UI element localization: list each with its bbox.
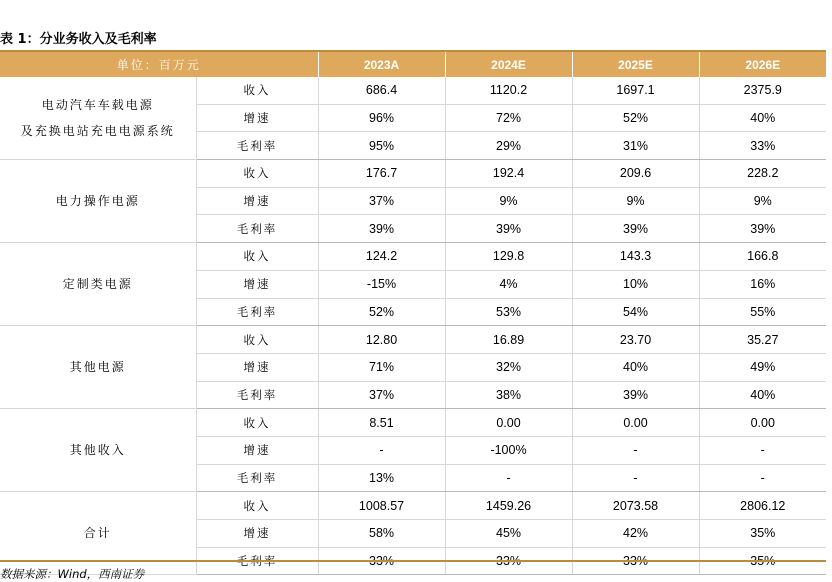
value-cell: 54% <box>572 298 699 326</box>
value-cell: 23.70 <box>572 326 699 354</box>
value-cell: 39% <box>699 215 826 243</box>
metric-label: 增速 <box>196 187 318 215</box>
value-cell: 40% <box>572 353 699 381</box>
value-cell: 16.89 <box>445 326 572 354</box>
value-cell: - <box>572 464 699 492</box>
segment-name-line: 定制类电源 <box>62 277 133 292</box>
value-cell: 1697.1 <box>572 77 699 104</box>
value-cell: 38% <box>445 381 572 409</box>
value-cell: 2375.9 <box>699 77 826 104</box>
segment-name <box>0 409 196 492</box>
value-cell: 39% <box>318 215 445 243</box>
metric-label: 收入 <box>196 409 318 437</box>
value-cell: -15% <box>318 270 445 298</box>
value-cell: 72% <box>445 104 572 132</box>
year-header: 2026E <box>699 52 826 77</box>
metric-label: 毛利率 <box>196 464 318 492</box>
value-cell: 32% <box>445 353 572 381</box>
metric-label: 增速 <box>196 353 318 381</box>
value-cell: 53% <box>445 298 572 326</box>
value-cell: 45% <box>445 520 572 548</box>
metric-label: 收入 <box>196 243 318 271</box>
metric-label: 毛利率 <box>196 215 318 243</box>
value-cell: 12.80 <box>318 326 445 354</box>
unit-label: 单位：百万元 <box>0 52 318 77</box>
value-cell: 35.27 <box>699 326 826 354</box>
value-cell: 1008.57 <box>318 492 445 520</box>
metric-label: 收入 <box>196 77 318 104</box>
value-cell: - <box>699 464 826 492</box>
value-cell: 39% <box>572 381 699 409</box>
table-title: 表 1：分业务收入及毛利率 <box>0 32 157 47</box>
value-cell: 0.00 <box>699 409 826 437</box>
segment-name-line: 合计 <box>83 526 112 541</box>
source-note: 数据来源：Wind，西南证券 <box>0 567 145 581</box>
table-row <box>0 409 826 437</box>
value-cell: 40% <box>699 381 826 409</box>
value-cell: 2073.58 <box>572 492 699 520</box>
segment-name <box>0 492 196 575</box>
value-cell: 42% <box>572 520 699 548</box>
value-cell: -100% <box>445 436 572 464</box>
value-cell: 96% <box>318 104 445 132</box>
value-cell: 31% <box>572 132 699 160</box>
value-cell: 8.51 <box>318 409 445 437</box>
segment-name <box>0 243 196 326</box>
value-cell: 0.00 <box>445 409 572 437</box>
year-header: 2023A <box>318 52 445 77</box>
table-row <box>0 326 826 354</box>
value-cell: 39% <box>572 215 699 243</box>
table-row <box>0 492 826 520</box>
value-cell: 52% <box>572 104 699 132</box>
metric-label: 增速 <box>196 436 318 464</box>
value-cell: 52% <box>318 298 445 326</box>
value-cell: - <box>572 436 699 464</box>
table-row <box>0 77 826 104</box>
value-cell: 37% <box>318 381 445 409</box>
segment-name <box>0 326 196 409</box>
value-cell: 29% <box>445 132 572 160</box>
value-cell: 4% <box>445 270 572 298</box>
value-cell: - <box>445 464 572 492</box>
metric-label: 毛利率 <box>196 298 318 326</box>
value-cell: 1120.2 <box>445 77 572 104</box>
value-cell: 124.2 <box>318 243 445 271</box>
segment-name-line: 电力操作电源 <box>55 194 140 209</box>
value-cell: 37% <box>318 187 445 215</box>
year-header: 2025E <box>572 52 699 77</box>
value-cell: 55% <box>699 298 826 326</box>
value-cell: 95% <box>318 132 445 160</box>
value-cell: 39% <box>445 215 572 243</box>
value-cell: 176.7 <box>318 160 445 188</box>
value-cell: 1459.26 <box>445 492 572 520</box>
metric-label: 毛利率 <box>196 132 318 160</box>
metric-label: 增速 <box>196 104 318 132</box>
revenue-margin-table <box>0 52 826 575</box>
metric-label: 毛利率 <box>196 381 318 409</box>
value-cell: 49% <box>699 353 826 381</box>
value-cell: 35% <box>699 520 826 548</box>
year-header: 2024E <box>445 52 572 77</box>
header-row <box>0 52 826 77</box>
value-cell: - <box>699 436 826 464</box>
metric-label: 增速 <box>196 520 318 548</box>
value-cell: 58% <box>318 520 445 548</box>
value-cell: 13% <box>318 464 445 492</box>
value-cell: 192.4 <box>445 160 572 188</box>
metric-label: 增速 <box>196 270 318 298</box>
metric-label: 收入 <box>196 160 318 188</box>
value-cell: 10% <box>572 270 699 298</box>
segment-name <box>0 160 196 243</box>
segment-name-line: 其他电源 <box>69 360 126 375</box>
value-cell: 2806.12 <box>699 492 826 520</box>
value-cell: 143.3 <box>572 243 699 271</box>
value-cell: 0.00 <box>572 409 699 437</box>
value-cell: 686.4 <box>318 77 445 104</box>
value-cell: 71% <box>318 353 445 381</box>
value-cell: 228.2 <box>699 160 826 188</box>
value-cell: 209.6 <box>572 160 699 188</box>
metric-label: 收入 <box>196 492 318 520</box>
value-cell: - <box>318 436 445 464</box>
table-body <box>0 77 826 575</box>
table-row <box>0 243 826 271</box>
value-cell: 166.8 <box>699 243 826 271</box>
metric-label: 收入 <box>196 326 318 354</box>
segment-name-line: 及充换电站充电电源系统 <box>20 124 175 139</box>
segment-name <box>0 77 196 160</box>
value-cell: 9% <box>572 187 699 215</box>
value-cell: 40% <box>699 104 826 132</box>
table-row <box>0 160 826 188</box>
value-cell: 9% <box>445 187 572 215</box>
table-bottom-rule <box>0 560 826 562</box>
value-cell: 16% <box>699 270 826 298</box>
value-cell: 129.8 <box>445 243 572 271</box>
segment-name-line: 其他收入 <box>69 443 126 458</box>
segment-name-line: 电动汽车车载电源 <box>41 98 154 113</box>
value-cell: 9% <box>699 187 826 215</box>
value-cell: 33% <box>699 132 826 160</box>
